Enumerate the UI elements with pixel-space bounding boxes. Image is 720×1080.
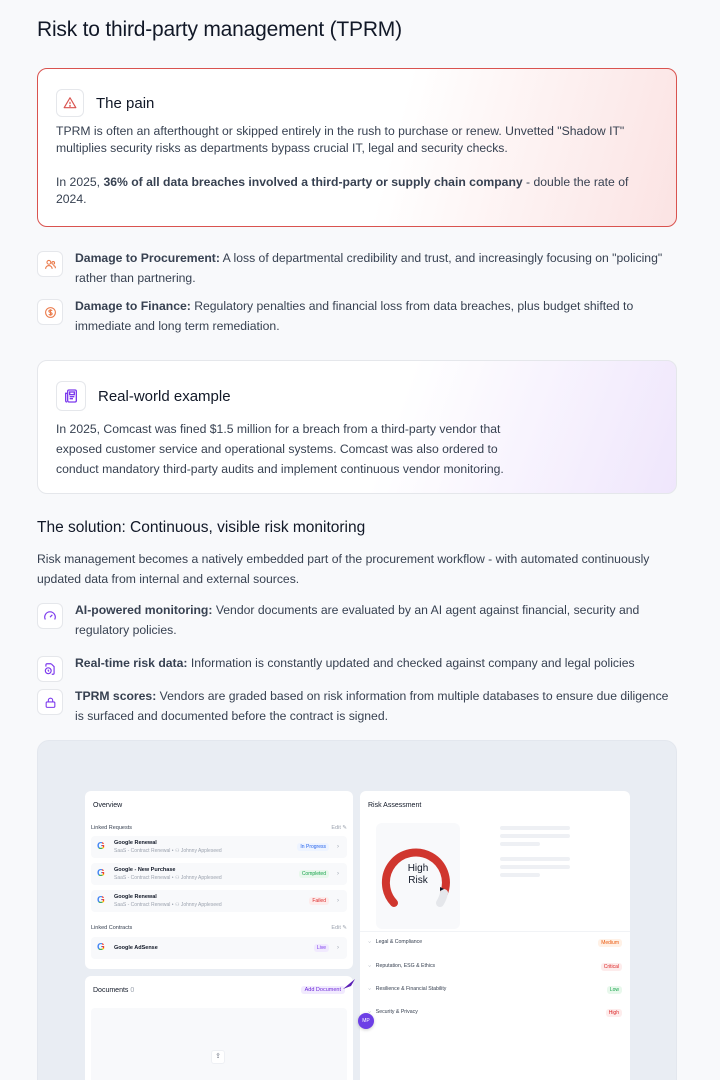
solution-item-realtime-data: Real-time risk data: Information is constantly updated and checked against company and legal policies — [37, 653, 677, 682]
newspaper-icon — [56, 381, 86, 411]
risk-category-row[interactable]: › Security & Privacy High — [368, 1009, 622, 1017]
overview-panel — [85, 791, 353, 969]
lock-icon — [37, 689, 63, 715]
documents-panel — [85, 976, 353, 1080]
chevron-right-icon: › — [337, 871, 339, 877]
risk-category-row[interactable]: › Reputation, ESG & Ethics Critical — [368, 963, 622, 971]
product-screenshot — [37, 740, 677, 1080]
page-title: Risk to third-party management (TPRM) — [37, 18, 402, 41]
chevron-right-icon: › — [337, 898, 339, 904]
risk-category-row[interactable]: › Legal & Compliance Medium — [368, 939, 622, 947]
documents-title: Documents 0 — [93, 987, 135, 994]
risk-level-badge: High — [606, 1009, 622, 1017]
chevron-right-icon: › — [337, 945, 339, 951]
solution-title: The solution: Continuous, visible risk monitoring — [37, 519, 366, 536]
chevron-right-icon: › — [337, 844, 339, 850]
document-dropzone[interactable] — [91, 1008, 347, 1080]
risk-level-badge: Critical — [601, 963, 622, 971]
google-logo-icon: G — [97, 896, 107, 906]
solution-intro: Risk management becomes a natively embedded part of the procurement workflow - with automated continuously updated data from internal and external sources. — [37, 552, 650, 586]
status-badge: Failed — [309, 897, 329, 905]
example-card — [37, 360, 677, 494]
pain-paragraph-2: In 2025, 36% of all data breaches involved a third-party or supply chain company - double the rate of 2024. — [56, 175, 629, 206]
status-badge: In Progress — [297, 843, 329, 851]
pain-paragraph-1: TPRM is often an afterthought or skipped entirely in the rush to purchase or renew. Unvetted "Shadow IT" multiplies security risks as departments bypass crucial IT, legal and security checks. — [56, 124, 625, 155]
file-sync-icon — [37, 656, 63, 682]
risk-assessment-panel — [360, 791, 630, 1080]
risk-title: Risk Assessment — [368, 802, 422, 809]
cursor-pointer-icon — [341, 977, 357, 991]
google-logo-icon: G — [97, 943, 107, 953]
risk-level-badge: Medium — [598, 939, 622, 947]
status-badge: Completed — [299, 870, 329, 878]
users-icon — [37, 251, 63, 277]
request-row[interactable]: G Google Renewal SaaS - Contract Renewal • ⚇ Johnny Appleseed Failed › — [91, 890, 347, 912]
edit-requests-button[interactable]: Edit ✎ — [331, 825, 347, 831]
avatar[interactable]: MP — [358, 1013, 374, 1029]
request-row[interactable]: G Google Renewal SaaS - Contract Renewal • ⚇ Johnny Appleseed In Progress › — [91, 836, 347, 858]
risk-level-badge: Low — [607, 986, 622, 994]
damage-finance: Damage to Finance: Regulatory penalties and financial loss from data breaches, plus budget shifted to immediate and long term remediation. — [37, 296, 677, 336]
google-logo-icon: G — [97, 869, 107, 879]
damage-procurement: Damage to Procurement: A loss of departmental credibility and trust, and increasingly focusing on "policing" rather than partnering. — [37, 248, 677, 288]
warning-triangle-icon — [56, 89, 84, 117]
pain-card — [37, 68, 677, 227]
edit-contracts-button[interactable]: Edit ✎ — [331, 925, 347, 931]
example-title: Real-world example — [98, 387, 231, 405]
risk-gauge: High Risk — [376, 823, 460, 929]
solution-item-tprm-scores: TPRM scores: Vendors are graded based on risk information from multiple databases to ensure due diligence is surfaced and documented before the contract is signed. — [37, 686, 677, 726]
solution-item-ai-monitoring: AI-powered monitoring: Vendor documents are evaluated by an AI agent against financial, security and regulatory policies. — [37, 600, 677, 640]
google-logo-icon: G — [97, 842, 107, 852]
upload-icon: ⇪ — [211, 1050, 225, 1064]
risk-category-row[interactable]: › Resilience & Financial Stability Low — [368, 986, 622, 994]
add-document-button[interactable]: Add Document — [301, 986, 345, 994]
example-text: In 2025, Comcast was fined $1.5 million for a breach from a third-party vendor that exposed customer service and operational systems. Comcast was also ordered to conduct mandatory third-party audits and implement continuous vendor monitoring. — [56, 422, 504, 476]
overview-title: Overview — [93, 802, 123, 809]
request-row[interactable]: G Google - New Purchase SaaS - Contract Renewal • ⚇ Johnny Appleseed Completed › — [91, 863, 347, 885]
dollar-coin-icon — [37, 299, 63, 325]
contract-row[interactable]: G Google AdSense Live › — [91, 937, 347, 959]
status-badge: Live — [314, 944, 329, 952]
gauge-icon — [37, 603, 63, 629]
linked-contracts-header: Linked Contracts Edit ✎ — [91, 925, 347, 931]
linked-requests-header: Linked Requests Edit ✎ — [91, 825, 347, 831]
pain-title: The pain — [96, 94, 155, 112]
